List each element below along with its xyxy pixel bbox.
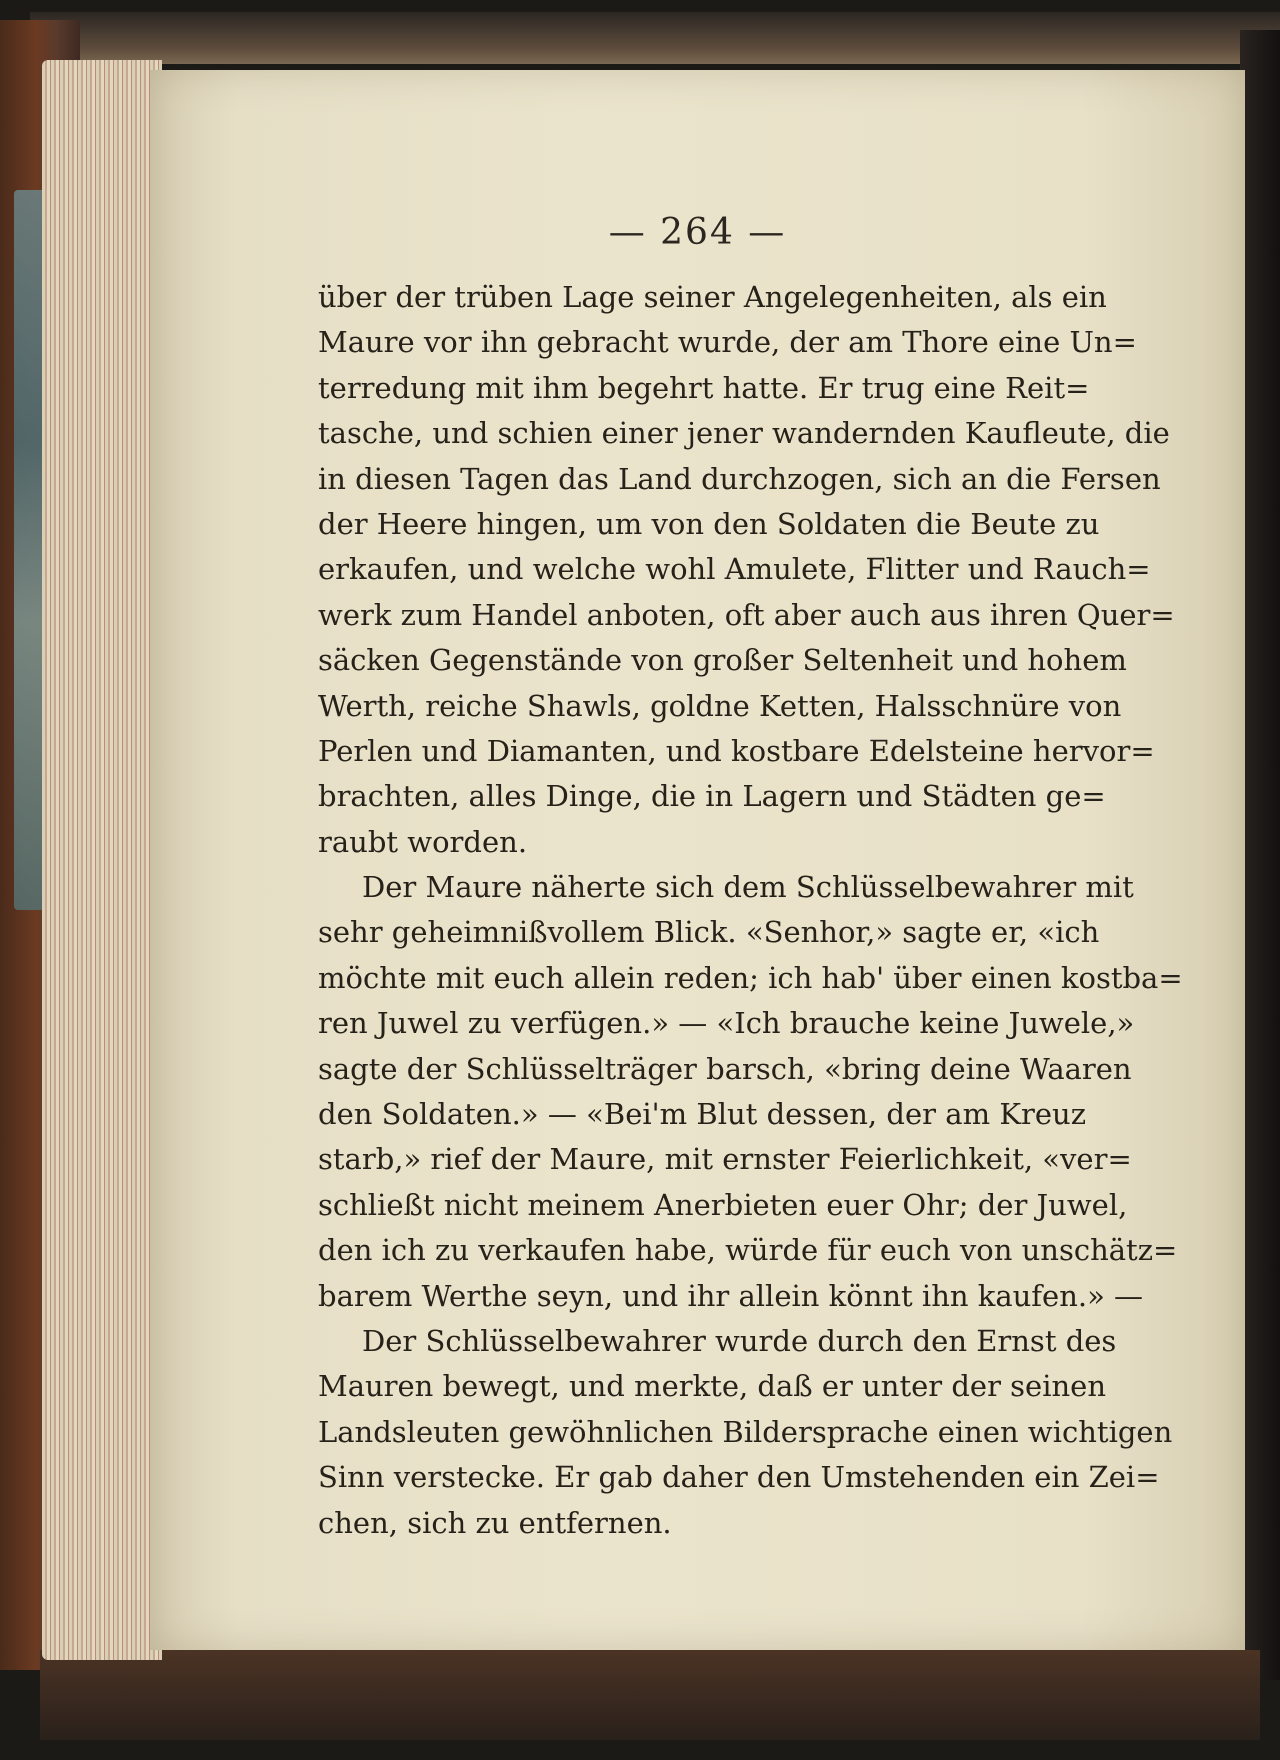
page-body-text — [318, 275, 1183, 1546]
text-line: werk zum Handel anboten, oft aber auch aus ihren Quer= — [318, 597, 1175, 632]
text-line: ren Juwel zu verfügen.» — «Ich brauche keine Juwele,» — [318, 1006, 1135, 1041]
text-line: brachten, alles Dinge, die in Lagern und Städten ge= — [318, 779, 1106, 814]
text-line: den Soldaten.» — «Bei'm Blut dessen, der am Kreuz — [318, 1097, 1086, 1132]
text-line: Maure vor ihn gebracht wurde, der am Thore eine Un= — [318, 325, 1137, 360]
text-line: tasche, und schien einer jener wandernden Kaufleute, die — [318, 416, 1170, 451]
page-edges-stack — [42, 60, 162, 1660]
text-line: sehr geheimnißvollem Blick. «Senhor,» sagte er, «ich — [318, 915, 1100, 950]
text-line: starb,» rief der Maure, mit ernster Feierlichkeit, «ver= — [318, 1142, 1132, 1177]
text-line: chen, sich zu entfernen. — [318, 1505, 672, 1540]
book-cover-bottom-edge — [40, 1650, 1260, 1740]
text-line: terredung mit ihm begehrt hatte. Er trug eine Reit= — [318, 370, 1090, 405]
text-line: Der Schlüsselbewahrer wurde durch den Ernst des — [362, 1323, 1117, 1358]
book-page — [150, 70, 1245, 1650]
text-line: barem Werthe seyn, und ihr allein könnt ihn kaufen.» — — [318, 1278, 1144, 1313]
text-line: säcken Gegenstände von großer Seltenheit und hohem — [318, 643, 1127, 678]
text-line: der Heere hingen, um von den Soldaten die Beute zu — [318, 506, 1100, 541]
text-line: raubt worden. — [318, 824, 528, 859]
text-line: den ich zu verkaufen habe, würde für euch von unschätz= — [318, 1233, 1178, 1268]
book-cover-right-edge — [1240, 30, 1280, 1680]
text-line: Der Maure näherte sich dem Schlüsselbewahrer mit — [362, 870, 1134, 905]
text-line: Landsleuten gewöhnlichen Bildersprache einen wichtigen — [318, 1414, 1173, 1449]
text-line: erkaufen, und welche wohl Amulete, Flitter und Rauch= — [318, 552, 1151, 587]
text-line: Sinn verstecke. Er gab daher den Umstehenden ein Zei= — [318, 1460, 1160, 1495]
text-line: Werth, reiche Shawls, goldne Ketten, Halsschnüre von — [318, 688, 1122, 723]
text-line: möchte mit euch allein reden; ich hab' über einen kostba= — [318, 960, 1183, 995]
text-line: sagte der Schlüsselträger barsch, «bring deine Waaren — [318, 1051, 1132, 1086]
text-line: in diesen Tagen das Land durchzogen, sich an die Fersen — [318, 461, 1161, 496]
text-line: Perlen und Diamanten, und kostbare Edelsteine hervor= — [318, 733, 1155, 768]
text-line: schließt nicht meinem Anerbieten euer Ohr; der Juwel, — [318, 1187, 1128, 1222]
book-cover-top-edge — [30, 12, 1280, 64]
text-line: Mauren bewegt, und merkte, daß er unter der seinen — [318, 1369, 1107, 1404]
text-line: über der trüben Lage seiner Angelegenheiten, als ein — [318, 280, 1107, 314]
page-number: — 264 — — [608, 212, 787, 253]
